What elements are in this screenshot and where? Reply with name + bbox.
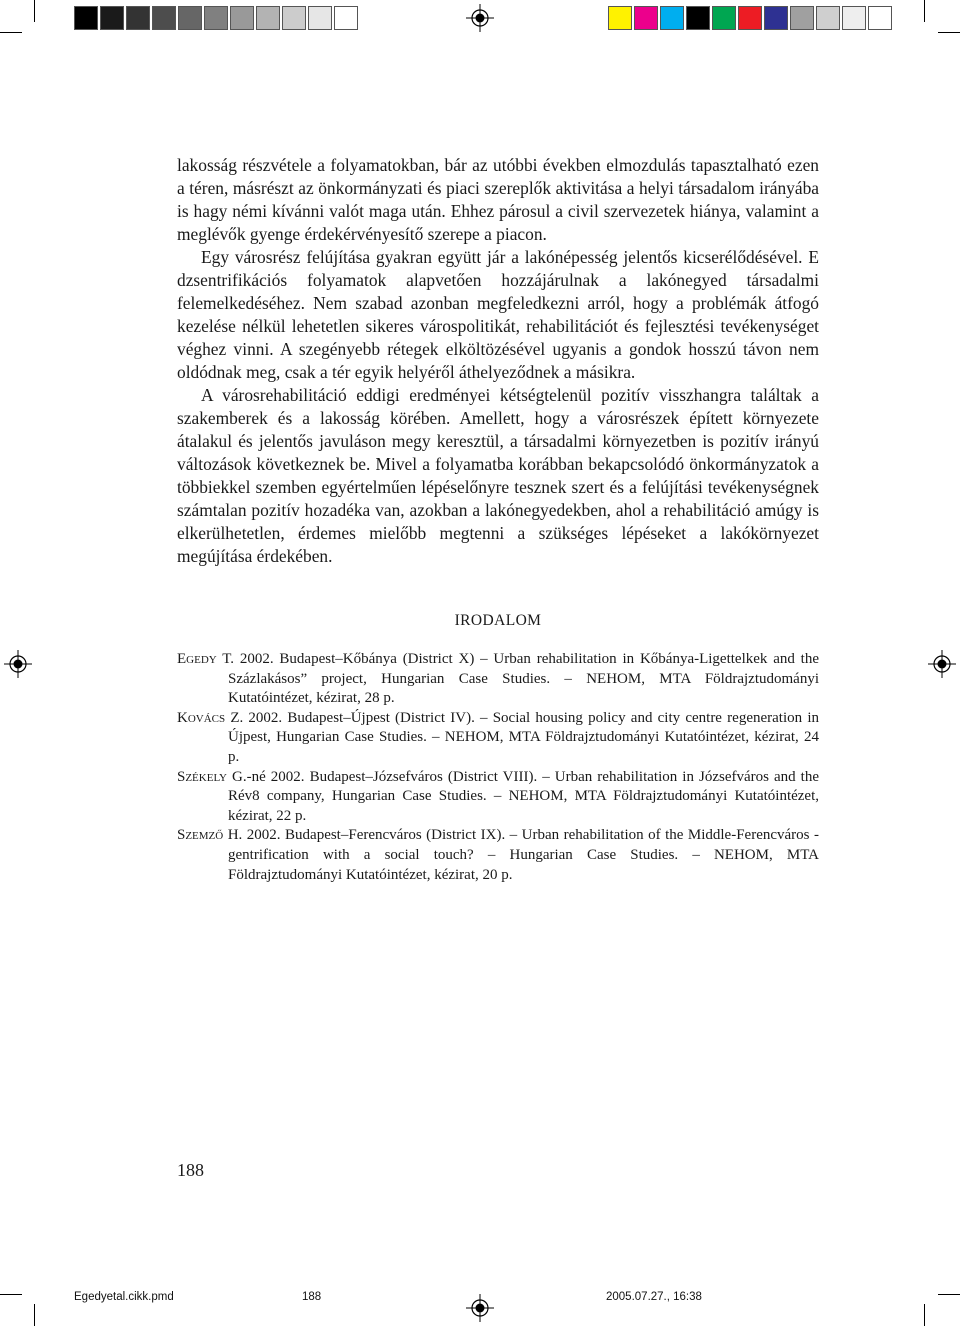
color-swatch (126, 6, 150, 30)
reference-text: T. 2002. Budapest–Kőbánya (District X) – Urban rehabilitation in Kőbánya-Ligettelkek and the Százlakásos” project, Hungarian Case Studies. – NEHOM, MTA Földrajztudományi Kutatóintézet, kézirat, 28 p. (216, 651, 819, 707)
crop-mark (924, 1304, 925, 1326)
paragraph: A városrehabilitáció eddigi eredményei kétségtelenül pozitív visszhangra találtak a szakemberek és a lakosság körében. Amellett, hogy a városrészek épített környezete átalakul és jelentős javuláson megy keresztül, a társadalmi környezetben is pozitív irányú változások következnek be. Mivel a folyamatba korábban bekapcsolódó önkormányzatok a többiekkel szemben egyértelműen lépéselőnyre tesznek szert és a felújítási tevékenységnek számtalan pozitív hozadéka van, azokban a lakónegyedekben, ahol a rehabilitáció amúgy is elkerülhetetlen, érdemes mielőbb megtenni a szükséges lépéseket a lakókörnyezet megújítása érdekében. (177, 385, 819, 566)
reference-item (177, 709, 819, 768)
footer-timestamp: 2005.07.27., 16:38 (606, 1291, 702, 1303)
color-swatch (152, 6, 176, 30)
color-swatch (764, 6, 788, 30)
paragraph (177, 246, 819, 384)
references-heading: IRODALOM (454, 612, 542, 629)
color-swatch (712, 6, 736, 30)
color-swatch (608, 6, 632, 30)
registration-mark-icon (466, 4, 494, 32)
color-swatch (842, 6, 866, 30)
body-text (177, 154, 819, 568)
color-swatch (256, 6, 280, 30)
color-swatch (868, 6, 892, 30)
color-swatch (790, 6, 814, 30)
paragraph-sentence: Nem szabad azonban megfeledkezni arról, hogy a problémák átfogó kezelése nélkül lehetetlen sikeres várospolitikát, rehabilitációt és fejlesztési tevékenységet véghez vinni. A szegényebb rétegek elköltözésével ugyanis a gondok hosszú távon nem oldódnak meg, csak a tér egyik helyéről áthelyeződnek a másikra. (177, 293, 819, 382)
gray-calibration-bar (74, 6, 360, 30)
references-list (177, 650, 819, 885)
reference-text: G.-né 2002. Budapest–Józsefváros (District VIII). – Urban rehabilitation in Józsefváros and the Rév8 company, Hungarian Case Studies. – NEHOM, MTA Földrajztudományi Kutatóintézet, kézirat, 22 p. (227, 768, 819, 824)
reference-author: Egedy (177, 651, 217, 667)
footer-filename: Egedyetal.cikk.pmd (74, 1291, 174, 1303)
reference-text: H. 2002. Budapest–Ferencváros (District IX). – Urban rehabilitation of the Middle-Ferencváros - gentrification with a social touch? – Hungarian Case Studies. – NEHOM, MTA Földrajztudományi Kutatóintézet, kézirat, 20 p. (223, 827, 819, 883)
color-swatch (686, 6, 710, 30)
registration-mark-icon (4, 650, 32, 678)
footer-page: 188 (302, 1291, 322, 1303)
reference-item (177, 826, 819, 885)
crop-mark (924, 0, 925, 22)
reference-author: Szemző (177, 827, 224, 844)
color-swatch (178, 6, 202, 30)
print-footer (0, 1291, 960, 1307)
page-number: 188 (177, 1160, 204, 1180)
reference-item (177, 650, 819, 709)
crop-mark (0, 32, 22, 33)
reference-item (177, 768, 819, 827)
paragraph: lakosság részvétele a folyamatokban, bár az utóbbi években elmozdulás tapasztalható ezen a téren, másrészt az önkormányzati és piaci szereplők aktivitása a helyi társadalom irányába is hagy némi kívánni valót maga után. Ehhez párosul a civil szervezetek hiánya, valamint a meglévők gyenge érdekérvényesítő szerepe a piacon. (177, 155, 819, 244)
reference-author: Székely (177, 768, 228, 785)
color-swatch (230, 6, 254, 30)
crop-mark (34, 0, 35, 22)
color-swatch (738, 6, 762, 30)
reference-text: Z. 2002. Budapest–Újpest (District IV). – Social housing policy and city centre regeneration in Újpest, Hungarian Case Studies. – NEHOM, MTA Földrajztudományi Kutatóintézet, kézirat, 24 p. (225, 709, 819, 765)
color-swatch (282, 6, 306, 30)
color-calibration-bar (608, 6, 894, 30)
color-swatch (816, 6, 840, 30)
color-swatch (100, 6, 124, 30)
color-swatch (334, 6, 358, 30)
color-swatch (204, 6, 228, 30)
color-swatch (308, 6, 332, 30)
color-swatch (660, 6, 684, 30)
crop-mark (938, 32, 960, 33)
paragraph-sentence: Egy városrész felújítása gyakran együtt jár a lakónépesség jelentős kicserélődésével. E dzsentrifikációs folyamatok alapvetően hozzájárulnak a lakónegyed társadalmi felemelkedéséhez. (177, 247, 819, 313)
reference-author: Kovács (177, 709, 226, 726)
registration-mark-icon (928, 650, 956, 678)
color-swatch (634, 6, 658, 30)
crop-mark (34, 1304, 35, 1326)
color-swatch (74, 6, 98, 30)
